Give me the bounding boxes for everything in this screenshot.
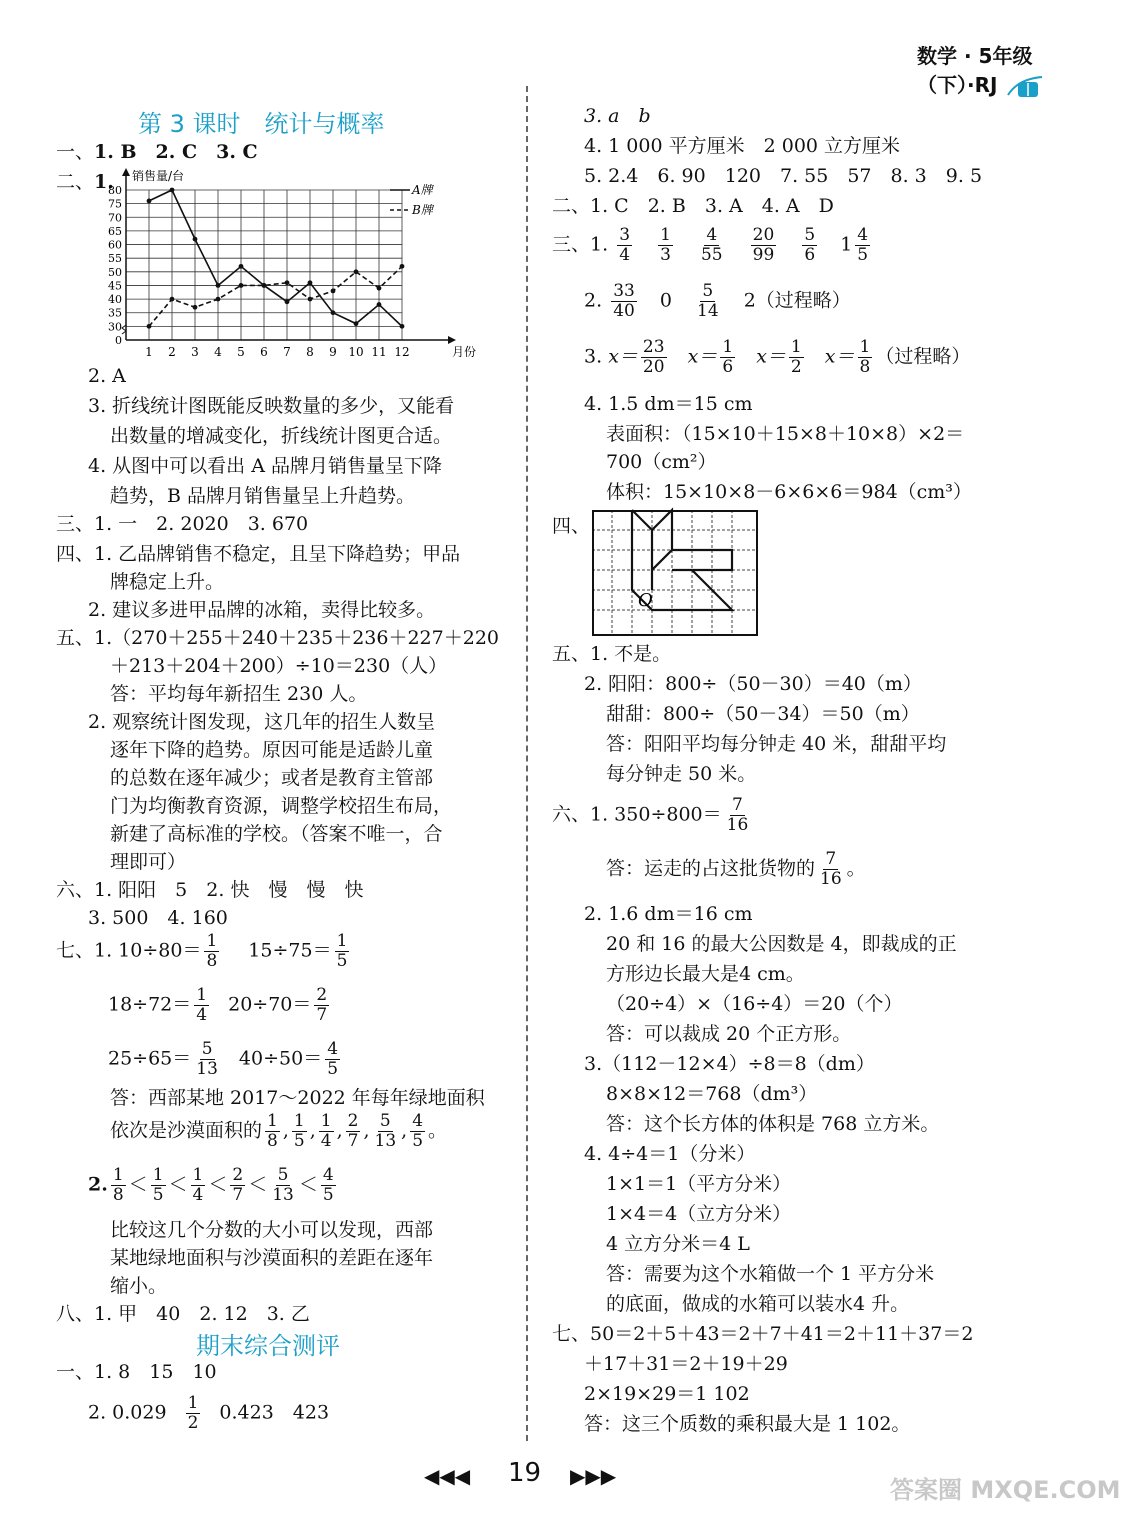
q1-line: 一、1. B 2. C 3. C: [56, 141, 258, 163]
q2-label: 二、1.: [56, 171, 114, 193]
y-tick-label: 60: [108, 238, 122, 252]
r-e7-a: 七、50＝2＋5＋43＝2＋7＋41＝2＋11＋37＝2: [552, 1323, 974, 1345]
legend-label: A牌: [412, 183, 433, 197]
legend-label: B牌: [412, 203, 433, 217]
q2-4b: 趋势，B 品牌月销售量呈上升趋势。: [110, 485, 416, 507]
line-chart: [100, 168, 477, 359]
r-e3-4c: 700（cm²）: [606, 451, 717, 473]
x-tick-label: 9: [329, 345, 337, 359]
x-tick-label: 10: [348, 345, 364, 359]
r-e6-n: 4 立方分米＝4 L: [606, 1233, 750, 1255]
prev-page-arrows[interactable]: ◀◀◀: [424, 1464, 471, 1488]
x-axis-arrow: [448, 336, 456, 344]
q7-2: 2. $\frac{1}{8}$ ＜ $\frac{1}{5}$ ＜ $\frac{1}{4}$ ＜ $\frac{2}{7}$ ＜ $\frac{5}{13}$ ＜ $\frac{4}{5}$: [88, 1165, 334, 1205]
data-point: [354, 321, 359, 326]
r-e7-b: ＋17＋31＝2＋19＋29: [584, 1353, 788, 1375]
section-title: 第 3 课时 统计与概率: [138, 110, 385, 138]
data-point: [216, 283, 221, 288]
q5-d: 2. 观察统计图发现，这几年的招生人数呈: [88, 711, 436, 733]
q5-i: 理即可）: [110, 851, 187, 873]
data-point: [193, 305, 198, 310]
q7-c1: 比较这几个分数的大小可以发现，西部: [110, 1219, 434, 1241]
r-e6-g: 答：可以裁成 20 个正方形。: [606, 1023, 852, 1045]
r-e6-k: 4. 4÷4＝1（分米）: [584, 1143, 756, 1165]
r-e6-m: 1×4＝4（立方分米）: [606, 1203, 792, 1225]
y-tick-label: 55: [108, 252, 122, 266]
q7-row1: 七、1. 10÷80＝ $\frac{1}{8}$ 15÷75＝ $\frac{1}{5}$: [56, 931, 348, 971]
x-tick-label: 11: [371, 345, 387, 359]
q5-c: 答：平均每年新招生 230 人。: [110, 683, 368, 705]
y-tick-label: 35: [108, 306, 122, 320]
data-point: [400, 324, 405, 329]
watermark: 答案圈 MXQE.COM: [890, 1476, 1121, 1504]
x-tick-label: 6: [260, 345, 268, 359]
y-tick-label: 75: [108, 197, 122, 211]
q8-line: 八、1. 甲 40 2. 12 3. 乙: [56, 1303, 310, 1325]
data-point: [308, 280, 313, 285]
q2-2: 2. A: [88, 365, 126, 387]
final-title: 期末综合测评: [196, 1332, 340, 1360]
r-e6-a: 六、1. 350÷800＝ $\frac{7}{16}$: [552, 795, 749, 835]
page-header: [917, 40, 1077, 101]
q6-b: 3. 500 4. 160: [88, 907, 228, 929]
data-point: [331, 289, 336, 294]
q5-g: 门为均衡教育资源，调整学校招生布局，: [110, 795, 453, 817]
x-tick-label: 2: [168, 345, 176, 359]
x-tick-label: 3: [191, 345, 199, 359]
q5-e: 逐年下降的趋势。原因可能是适龄儿童: [110, 739, 434, 761]
data-point: [377, 286, 382, 291]
y-tick-label: 50: [108, 265, 122, 279]
y-tick-label: 45: [108, 279, 122, 293]
q7-c3: 缩小。: [110, 1275, 168, 1297]
r4: 4. 1 000 平方厘米 2 000 立方厘米: [584, 135, 901, 157]
r-e5-a: 五、1. 不是。: [552, 643, 672, 665]
r-e6-b: 答：运走的占这批货物的 $\frac{7}{16}$ 。: [606, 849, 866, 889]
x-tick-label: 5: [237, 345, 245, 359]
q3-line: 三、1. 一 2. 2020 3. 670: [56, 513, 309, 535]
r-e5-b: 2. 阳阳：800÷（50－30）＝40（m）: [584, 673, 922, 695]
data-point: [377, 302, 382, 307]
q7-row2: 18÷72＝ $\frac{1}{4}$ 20÷70＝ $\frac{2}{7}$: [108, 985, 328, 1025]
final-q2: 2. 0.029 $\frac{1}{2}$ 0.423 423: [88, 1393, 330, 1433]
q2-3a: 3. 折线统计图既能反映数量的多少，又能看: [88, 395, 455, 417]
data-point: [331, 310, 336, 315]
q4-b: 牌稳定上升。: [110, 571, 225, 593]
data-point: [308, 297, 313, 302]
data-point: [193, 237, 198, 242]
data-point: [354, 269, 359, 274]
q2-4a: 4. 从图中可以看出 A 品牌月销售量呈下降: [88, 455, 442, 477]
r-e3-1: 三、1. $\frac{3}{4}$ $\frac{1}{3}$ $\frac{4}{55}$ $\frac{20}{99}$ $\frac{5}{6}$ 1 $\frac{4}{5}$: [552, 225, 869, 265]
y-axis-arrow: [122, 168, 130, 176]
page-number: 19: [508, 1458, 542, 1488]
y-tick-label: 70: [108, 211, 122, 225]
r-e6-c: 2. 1.6 dm＝16 cm: [584, 903, 753, 925]
data-point: [147, 324, 152, 329]
r-e6-e: 方形边长最大是4 cm。: [606, 963, 805, 985]
r-e6-j: 答：这个长方体的体积是 768 立方米。: [606, 1113, 940, 1135]
q5-f: 的总数在逐年减少；或者是教育主管部: [110, 767, 434, 789]
final-q1: 一、1. 8 15 10: [56, 1361, 217, 1383]
data-point: [262, 283, 267, 288]
r-e6-p: 的底面，做成的水箱可以装水4 升。: [606, 1293, 910, 1315]
data-point: [239, 283, 244, 288]
r-e3-4d: 体积：15×10×8－6×6×6＝984（cm³）: [606, 481, 972, 503]
book-icon: [1006, 73, 1046, 101]
y-tick-label: 0: [115, 334, 122, 347]
origin-label: O: [638, 590, 653, 611]
y-tick-label: 65: [108, 224, 122, 238]
data-point: [285, 280, 290, 285]
r-e3-4b: 表面积：（15×10＋15×8＋10×8）×2＝: [606, 423, 965, 445]
r-e6-i: 8×8×12＝768（dm³）: [606, 1083, 818, 1105]
grid-lines: [592, 510, 758, 636]
column-divider: [526, 86, 528, 1441]
x-axis-label: 月份: [452, 345, 477, 359]
r-e2: 二、1. C 2. B 3. A 4. A D: [552, 195, 834, 217]
grid-figure: [592, 510, 758, 636]
r-e7-c: 2×19×29＝1 102: [584, 1383, 750, 1405]
q4-c: 2. 建议多进甲品牌的冰箱，卖得比较多。: [88, 599, 436, 621]
r-e3-2: 2. $\frac{33}{40}$ 0 $\frac{5}{14}$ 2（过程略）: [584, 281, 851, 321]
r-e6-f: （20÷4）×（16÷4）＝20（个）: [606, 993, 903, 1015]
r3: 3. a b: [584, 105, 651, 127]
data-point: [147, 199, 152, 204]
x-tick-label: 7: [283, 345, 291, 359]
r5: 5. 2.4 6. 90 120 7. 55 57 8. 3 9. 5: [584, 165, 983, 187]
q6-a: 六、1. 阳阳 5 2. 快 慢 慢 快: [56, 879, 364, 901]
q4-a: 四、1. 乙品牌销售不稳定，且呈下降趋势；甲品: [56, 543, 461, 565]
data-point: [216, 297, 221, 302]
r-e4-label: 四、: [552, 515, 591, 537]
y-axis-label: 销售量/台: [132, 169, 185, 183]
q7-ans2: 依次是沙漠面积的 $\frac{1}{8}$ , $\frac{1}{5}$ , $\frac{1}{4}$ , $\frac{2}{7}$ , $\frac{5}{13}$ , $\frac{4}{5}$ 。: [110, 1111, 448, 1151]
q5-b: ＋213＋204＋200）÷10＝230（人）: [110, 655, 448, 677]
data-point: [170, 297, 175, 302]
q5-a: 五、1.（270＋255＋240＋235＋236＋227＋220: [56, 627, 499, 649]
x-tick-label: 8: [306, 345, 314, 359]
y-tick-label: 40: [108, 293, 122, 307]
r-e5-d: 答：阳阳平均每分钟走 40 米，甜甜平均: [606, 733, 947, 755]
y-tick-label: 30: [108, 320, 122, 334]
r-e6-h: 3.（112－12×4）÷8＝8（dm）: [584, 1053, 875, 1075]
data-point: [239, 264, 244, 269]
r-e5-c: 甜甜：800÷（50－34）＝50（m）: [606, 703, 920, 725]
r-e3-4: 4. 1.5 dm＝15 cm: [584, 393, 753, 415]
r-e5-e: 每分钟走 50 米。: [606, 763, 757, 785]
q5-h: 新建了高标准的学校。（答案不唯一，合: [110, 823, 443, 845]
data-point: [285, 299, 290, 304]
data-point: [400, 264, 405, 269]
r-e6-o: 答：需要为这个水箱做一个 1 平方分米: [606, 1263, 935, 1285]
r-e6-d: 20 和 16 的最大公因数是 4，即裁成的正: [606, 933, 957, 955]
r-e6-l: 1×1＝1（平方分米）: [606, 1173, 792, 1195]
y-tick-label: 80: [108, 184, 122, 197]
x-tick-label: 12: [394, 345, 410, 359]
q2-3b: 出数量的增减变化，折线统计图更合适。: [110, 425, 453, 447]
q7-row3: 25÷65＝ $\frac{5}{13}$ 40÷50＝ $\frac{4}{5}$: [108, 1039, 339, 1079]
x-tick-label: 1: [145, 345, 153, 359]
r-e3-3: 3. x＝ $\frac{23}{20}$ x＝ $\frac{1}{6}$ x＝ $\frac{1}{2}$ x＝ $\frac{1}{8}$ （过程略）: [584, 337, 971, 377]
q7-c2: 某地绿地面积与沙漠面积的差距在逐年: [110, 1247, 434, 1269]
header-text: 数学 · 5年级（下）·RJ: [917, 44, 1033, 97]
x-tick-label: 4: [214, 345, 222, 359]
r-e7-d: 答：这三个质数的乘积最大是 1 102。: [584, 1413, 911, 1435]
next-page-arrows[interactable]: ▶▶▶: [570, 1464, 617, 1488]
q7-ans: 答：西部某地 2017～2022 年每年绿地面积: [110, 1087, 485, 1109]
data-point: [170, 188, 175, 193]
